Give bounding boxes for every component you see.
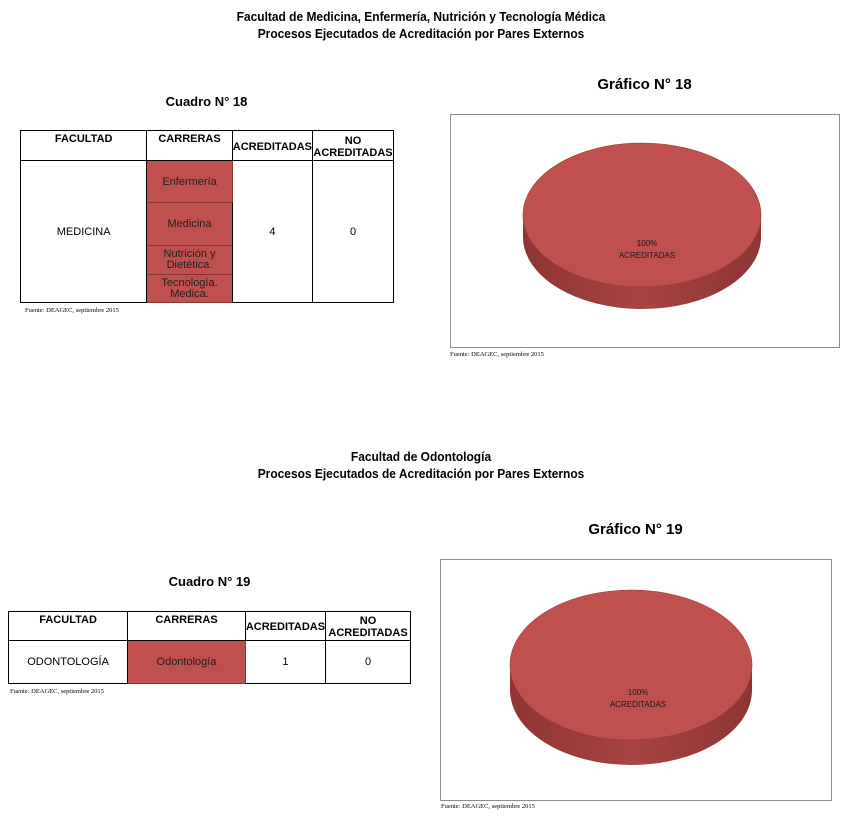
acreditadas-cell: 4	[232, 161, 312, 303]
section2-title-line1: Facultad de Odontología	[350, 449, 492, 464]
carrera-cell: Enfermería	[147, 161, 232, 203]
no-acreditadas-cell: 0	[326, 641, 411, 684]
carrera-cell: Nutrición y Dietética.	[147, 246, 232, 275]
grafico-19-title: Gráfico N° 19	[588, 521, 683, 538]
pie-chart-18	[451, 115, 839, 347]
header-no-acreditadas: NO ACREDITADAS	[326, 612, 411, 641]
header-facultad: FACULTAD	[9, 612, 128, 641]
facultad-cell: MEDICINA	[21, 161, 147, 303]
cuadro-19-title: Cuadro N° 19	[168, 574, 251, 589]
pie-label-percent: 100%	[636, 239, 658, 248]
header-carreras: CARRERAS	[147, 131, 232, 161]
pie-chart-19	[441, 560, 831, 800]
pie-label-percent: 100%	[627, 688, 649, 697]
pie-slice-top	[510, 590, 752, 740]
carrera-cell: Medicina	[147, 203, 232, 246]
header-carreras: CARRERAS	[128, 612, 246, 641]
header-acreditadas: ACREDITADAS	[232, 131, 312, 161]
cuadro-18-source: Fuente: DEAGEC, septiembre 2015	[25, 307, 119, 314]
header-acreditadas: ACREDITADAS	[245, 612, 325, 641]
header-no-acreditadas: NO ACREDITADAS	[313, 131, 394, 161]
pie-slice-acreditadas	[510, 590, 752, 765]
pie-label-name: ACREDITADAS	[609, 700, 667, 709]
carrera-cell: Tecnología. Medica.	[147, 275, 232, 303]
pie-slice-acreditadas	[523, 143, 761, 309]
cuadro-18-title: Cuadro N° 18	[165, 94, 248, 109]
grafico-18-chart	[450, 114, 840, 348]
grafico-18-title: Gráfico N° 18	[597, 76, 692, 93]
acreditadas-cell: 1	[245, 641, 325, 684]
section1-title-line1: Facultad de Medicina, Enfermería, Nutrición y Tecnología Médica	[236, 9, 606, 24]
facultad-cell: ODONTOLOGÍA	[9, 641, 128, 684]
grafico-18-source: Fuente: DEAGEC, septiembre 2015	[450, 351, 544, 358]
cuadro-19-source: Fuente: DEAGEC, septiembre 2015	[10, 688, 104, 695]
cuadro-19-table	[8, 611, 411, 684]
section1-title-line2: Procesos Ejecutados de Acreditación por Pares Externos	[257, 26, 585, 41]
cuadro-18-table	[20, 130, 394, 303]
no-acreditadas-cell: 0	[313, 161, 394, 303]
pie-slice-top	[523, 143, 761, 287]
section2-title-line2: Procesos Ejecutados de Acreditación por Pares Externos	[257, 466, 585, 481]
carrera-cell: Odontología	[128, 641, 246, 684]
grafico-19-chart	[440, 559, 832, 801]
pie-label-name: ACREDITADAS	[618, 251, 676, 260]
grafico-19-source: Fuente: DEAGEC, septiembre 2015	[441, 803, 535, 810]
header-facultad: FACULTAD	[21, 131, 147, 161]
